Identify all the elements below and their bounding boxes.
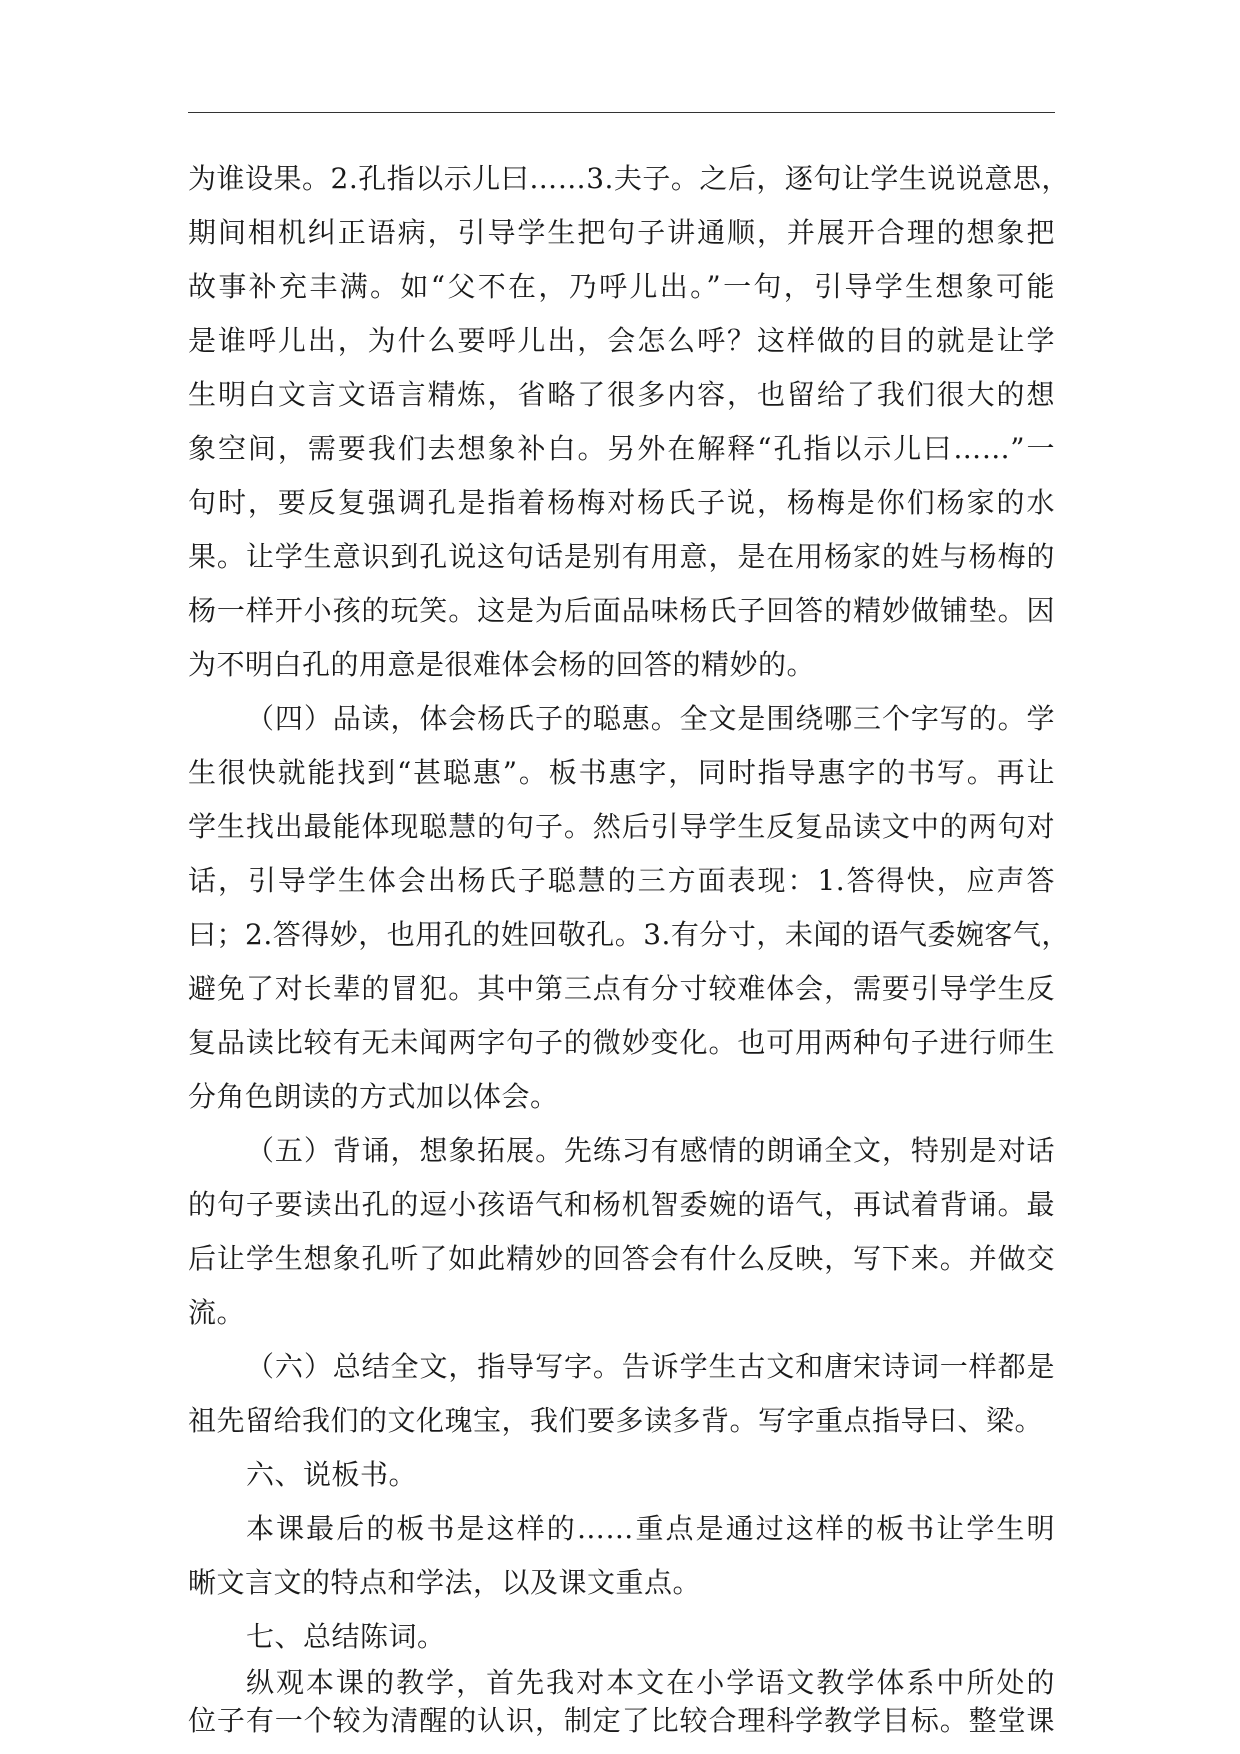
text-line: 句时，要反复强调孔是指着杨梅对杨氏子说，杨梅是你们杨家的水 — [188, 486, 1055, 519]
text-line: 本课最后的板书是这样的……重点是通过这样的板书让学生明 — [246, 1512, 1055, 1545]
section-4-first-line: （四）品读，体会杨氏子的聪惠。全文是围绕哪三个字写的。学 — [246, 702, 1055, 735]
text-line: 期间相机纠正语病，引导学生把句子讲通顺，并展开合理的想象把 — [188, 216, 1055, 249]
section-5-first-line: （五）背诵，想象拓展。先练习有感情的朗诵全文，特别是对话 — [246, 1134, 1055, 1167]
text-line: 位子有一个较为清醒的认识，制定了比较合理科学教学目标。整堂课 — [188, 1704, 1055, 1737]
document-body — [188, 152, 1070, 1740]
text-line: 为不明白孔的用意是很难体会杨的回答的精妙的。 — [188, 648, 816, 681]
text-line: 为谁设果。2.孔指以示儿曰……3.夫子。之后，逐句让学生说说意思， — [188, 162, 1070, 195]
header-rule — [188, 112, 1055, 113]
text-line: 后让学生想象孔听了如此精妙的回答会有什么反映，写下来。并做交 — [188, 1242, 1055, 1275]
text-line: 的句子要读出孔的逗小孩语气和杨机智委婉的语气，再试着背诵。最 — [188, 1188, 1055, 1221]
text-line: 曰；2.答得妙，也用孔的姓回敬孔。3.有分寸，未闻的语气委婉客气， — [188, 918, 1070, 951]
text-line: 生很快就能找到“甚聪惠”。板书惠字，同时指导惠字的书写。再让 — [188, 756, 1055, 789]
text-line: 话，引导学生体会出杨氏子聪慧的三方面表现：1.答得快，应声答 — [188, 864, 1055, 897]
text-line: 是谁呼儿出，为什么要呼儿出，会怎么呼？这样做的目的就是让学 — [188, 324, 1055, 357]
text-line: 流。 — [188, 1296, 246, 1329]
text-line: 果。让学生意识到孔说这句话是别有用意，是在用杨家的姓与杨梅的 — [188, 540, 1055, 573]
text-line: 祖先留给我们的文化瑰宝，我们要多读多背。写字重点指导曰、梁。 — [188, 1404, 1044, 1437]
text-line: 复品读比较有无未闻两字句子的微妙变化。也可用两种句子进行师生 — [188, 1026, 1055, 1059]
heading-conclusion: 七、总结陈词。 — [246, 1620, 446, 1653]
text-line: 杨一样开小孩的玩笑。这是为后面品味杨氏子回答的精妙做铺垫。因 — [188, 594, 1055, 627]
text-line: 纵观本课的教学，首先我对本文在小学语文教学体系中所处的 — [246, 1666, 1055, 1699]
text-line: 学生找出最能体现聪慧的句子。然后引导学生反复品读文中的两句对 — [188, 810, 1055, 843]
text-line: 生明白文言文语言精炼，省略了很多内容，也留给了我们很大的想 — [188, 378, 1055, 411]
text-line: 象空间，需要我们去想象补白。另外在解释“孔指以示儿曰……”一 — [188, 432, 1055, 465]
text-line: 晰文言文的特点和学法，以及课文重点。 — [188, 1566, 702, 1599]
text-line: 分角色朗读的方式加以体会。 — [188, 1080, 559, 1113]
heading-board-writing: 六、说板书。 — [246, 1458, 418, 1491]
section-6-first-line: （六）总结全文，指导写字。告诉学生古文和唐宋诗词一样都是 — [246, 1350, 1055, 1383]
text-line: 避免了对长辈的冒犯。其中第三点有分寸较难体会，需要引导学生反 — [188, 972, 1055, 1005]
text-line: 故事补充丰满。如“父不在，乃呼儿出。”一句，引导学生想象可能 — [188, 270, 1055, 303]
